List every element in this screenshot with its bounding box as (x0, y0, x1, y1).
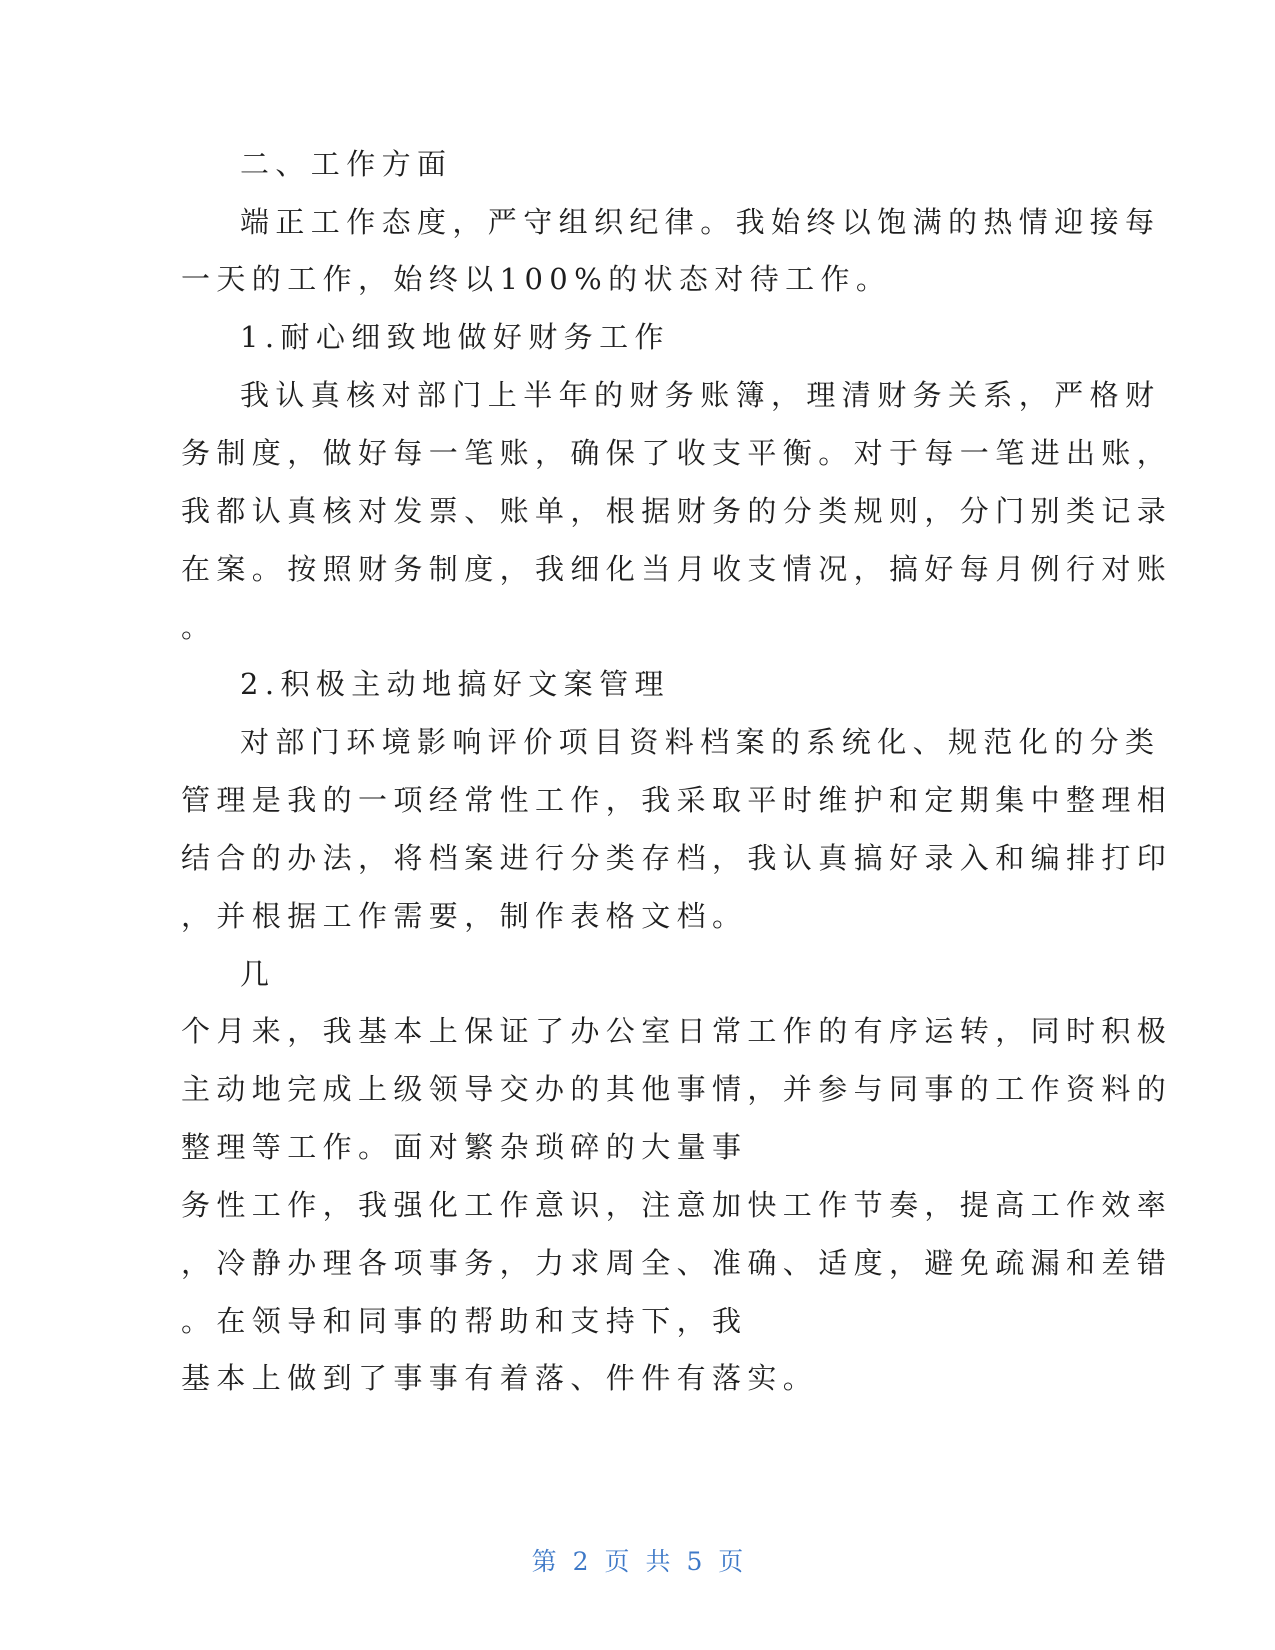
paragraph-line: 个月来，我基本上保证了办公室日常工作的有序运转，同时积极 (181, 1014, 1173, 1048)
section-heading: 二、工作方面 (240, 147, 453, 181)
paragraph-line: 对部门环境影响评价项目资料档案的系统化、规范化的分类 (240, 725, 1161, 759)
paragraph-line: 务制度，做好每一笔账，确保了收支平衡。对于每一笔进出账， (181, 436, 1173, 470)
footer-prefix: 第 (531, 1547, 557, 1576)
footer-page-number: 2 (572, 1547, 589, 1576)
paragraph-line: 基本上做到了事事有着落、件件有落实。 (181, 1361, 819, 1395)
paragraph-line: ，冷静办理各项事务，力求周全、准确、适度，避免疏漏和差错 (181, 1246, 1173, 1280)
footer-total-pages: 5 (686, 1547, 703, 1576)
page-footer (0, 1546, 1275, 1578)
paragraph-line: 在案。按照财务制度，我细化当月收支情况，搞好每月例行对账 (181, 552, 1173, 586)
paragraph-line: 几 (240, 957, 276, 991)
paragraph-line: 一天的工作，始终以100%的状态对待工作。 (181, 262, 892, 296)
footer-suffix: 页 (718, 1547, 744, 1576)
paragraph-line: ，并根据工作需要，制作表格文档。 (181, 899, 748, 933)
paragraph-line: 务性工作，我强化工作意识，注意加快工作节奏，提高工作效率 (181, 1188, 1173, 1222)
paragraph-line: 我认真核对部门上半年的财务账簿，理清财务关系，严格财 (240, 378, 1161, 412)
paragraph-line: 结合的办法，将档案进行分类存档，我认真搞好录入和编排打印 (181, 841, 1173, 875)
subheading: 2.积极主动地搞好文案管理 (240, 667, 670, 701)
paragraph-line: 整理等工作。面对繁杂琐碎的大量事 (181, 1130, 748, 1164)
paragraph-line: 。 (181, 610, 217, 644)
paragraph-line: 。在领导和同事的帮助和支持下，我 (181, 1304, 748, 1338)
paragraph-line: 主动地完成上级领导交办的其他事情，并参与同事的工作资料的 (181, 1072, 1173, 1106)
paragraph-line: 我都认真核对发票、账单，根据财务的分类规则，分门别类记录 (181, 494, 1173, 528)
paragraph-line: 管理是我的一项经常性工作，我采取平时维护和定期集中整理相 (181, 783, 1173, 817)
footer-page-word: 页 (604, 1547, 630, 1576)
footer-total-word: 共 (645, 1547, 671, 1576)
paragraph-line: 端正工作态度，严守组织纪律。我始终以饱满的热情迎接每 (240, 205, 1161, 239)
subheading: 1.耐心细致地做好财务工作 (240, 320, 670, 354)
